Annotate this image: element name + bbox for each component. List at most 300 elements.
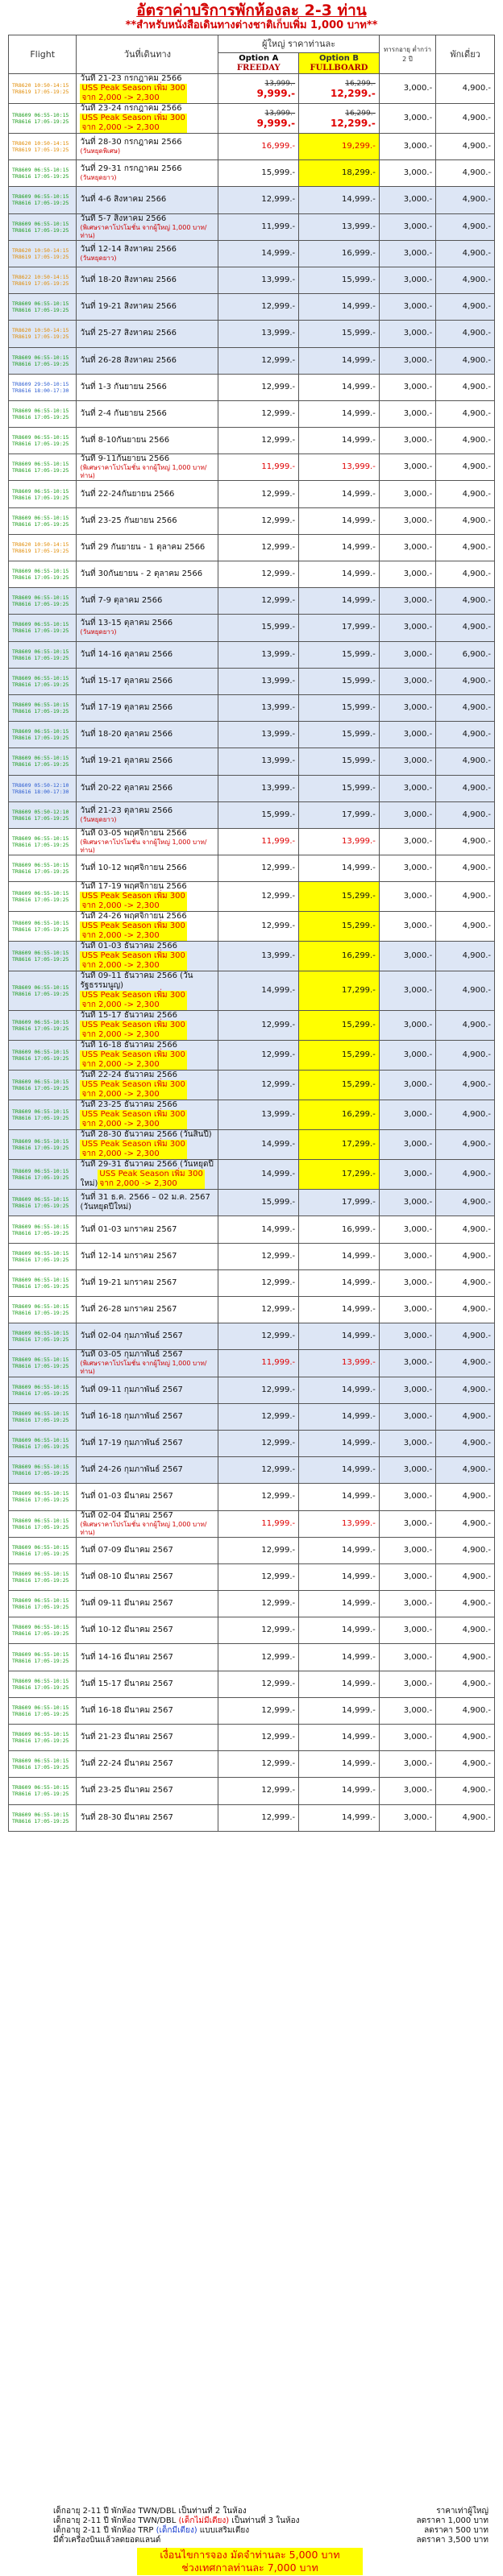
travel-cell <box>77 374 218 400</box>
price-infant: 3,000.- <box>379 1617 435 1644</box>
travel-cell <box>77 1804 218 1831</box>
travel-date: วันที่ 16-18 กุมภาพันธ์ 2567 <box>80 1411 183 1421</box>
price-infant: 3,000.- <box>379 294 435 321</box>
row-note: (พิเศษราคาโปรโมชั่น จากผู้ใหญ่ 1,000 บาท/ท่าน) <box>80 1520 207 1536</box>
flight-info: TR8609 06:55-10:15 TR8616 17:05-19:25 <box>9 1563 77 1590</box>
table-row <box>9 1778 495 1804</box>
price-option-a: 13,999.- 9,999.- <box>218 74 299 104</box>
price-option-b: 14,999.- <box>299 1804 380 1831</box>
table-row <box>9 1216 495 1243</box>
price-option-a: 11,999.- <box>218 213 299 240</box>
price-infant: 3,000.- <box>379 1457 435 1484</box>
flight-info: TR8609 06:55-10:15 TR8616 17:05-19:25 <box>9 1190 77 1216</box>
price-infant: 3,000.- <box>379 1671 435 1697</box>
price-option-a: 15,999.- <box>218 801 299 828</box>
travel-date: วันที่ 14-16 มีนาคม 2567 <box>80 1652 173 1662</box>
travel-date: วันที่ 10-12 พฤศจิกายน 2566 <box>80 863 187 873</box>
row-note: (พิเศษราคาโปรโมชั่น จากผู้ใหญ่ 1,000 บาท/ท่าน) <box>80 1360 207 1376</box>
price-option-a: 12,999.- <box>218 561 299 588</box>
table-row <box>9 1130 495 1160</box>
header-single: พักเดี่ยว <box>436 35 495 74</box>
table-row <box>9 400 495 427</box>
price-infant: 3,000.- <box>379 1190 435 1216</box>
table-row <box>9 1671 495 1697</box>
price-option-b: 14,999.- <box>299 534 380 561</box>
travel-date: วันที่ 07-09 มีนาคม 2567 <box>80 1545 173 1555</box>
price-single: 4,900.- <box>436 507 495 534</box>
travel-cell <box>77 855 218 882</box>
price-option-a: 11,999.- <box>218 1350 299 1377</box>
price-option-a: 14,999.- <box>218 240 299 267</box>
price-infant: 3,000.- <box>379 1804 435 1831</box>
table-row <box>9 561 495 588</box>
peak-season-note: USS Peak Season เพิ่ม 300 จาก 2,000 -> 2,300 <box>99 1170 203 1189</box>
table-row <box>9 1751 495 1778</box>
flight-info: TR8609 06:55-10:15 TR8616 17:05-19:25 <box>9 347 77 374</box>
table-row <box>9 1100 495 1130</box>
price-infant: 3,000.- <box>379 912 435 942</box>
price-option-a: 13,999.- <box>218 748 299 775</box>
price-infant: 3,000.- <box>379 481 435 507</box>
price-option-a: 15,999.- <box>218 615 299 641</box>
price-option-b: 16,299.- 12,299.- <box>299 104 380 134</box>
travel-cell <box>77 1323 218 1350</box>
price-option-b: 17,299.- <box>299 971 380 1011</box>
table-row <box>9 104 495 134</box>
price-option-b: 15,999.- <box>299 748 380 775</box>
flight-info: TR8609 06:55-10:15 TR8616 17:05-19:25 <box>9 828 77 855</box>
price-option-a: 12,999.- <box>218 1484 299 1510</box>
header-option-a: Option A FREEDAY <box>218 53 299 74</box>
travel-date: วันที่ 21-23 มีนาคม 2567 <box>80 1733 173 1742</box>
flight-info: TR8609 06:55-10:15 TR8616 17:05-19:25 <box>9 1430 77 1456</box>
price-rows <box>9 74 495 1832</box>
price-option-b: 16,299.- 12,299.- <box>299 74 380 104</box>
price-option-a: 14,999.- <box>218 1130 299 1160</box>
flight-info: TR8609 06:55-10:15 TR8616 17:05-19:25 <box>9 1071 77 1100</box>
price-option-b: 14,999.- <box>299 1778 380 1804</box>
price-option-a: 12,999.- <box>218 1041 299 1071</box>
table-row <box>9 428 495 454</box>
price-option-b: 13,999.- <box>299 1350 380 1377</box>
price-single: 4,900.- <box>436 1011 495 1041</box>
price-single: 4,900.- <box>436 1041 495 1071</box>
header-adult-price: ผู้ใหญ่ ราคาท่านละ <box>218 35 379 53</box>
price-table <box>8 35 495 1832</box>
price-option-a: 13,999.- <box>218 668 299 694</box>
travel-date: วันที่ 12-14 มกราคม 2567 <box>80 1251 177 1261</box>
price-option-b: 15,999.- <box>299 775 380 801</box>
travel-cell <box>77 668 218 694</box>
price-option-b: 14,999.- <box>299 1697 380 1724</box>
price-single: 4,900.- <box>436 775 495 801</box>
flight-info: TR8609 06:55-10:15 TR8616 17:05-19:25 <box>9 1323 77 1350</box>
price-single: 4,900.- <box>436 1323 495 1350</box>
price-option-b: 18,299.- <box>299 160 380 187</box>
travel-cell <box>77 1697 218 1724</box>
price-option-b: 14,999.- <box>299 1725 380 1751</box>
price-option-a: 12,999.- <box>218 347 299 374</box>
price-infant: 3,000.- <box>379 1563 435 1590</box>
price-option-a: 14,999.- <box>218 1160 299 1190</box>
price-option-b: 16,999.- <box>299 240 380 267</box>
peak-season-note: USS Peak Season เพิ่ม 300 จาก 2,000 -> 2,300 <box>81 1110 185 1129</box>
price-option-b: 17,299.- <box>299 1160 380 1190</box>
price-option-b: 19,299.- <box>299 134 380 160</box>
price-single: 4,900.- <box>436 561 495 588</box>
header-flight: Flight <box>9 35 77 74</box>
travel-date: วันที่ 8-10กันยายน 2566 <box>80 436 170 445</box>
price-option-b: 14,999.- <box>299 1269 380 1296</box>
flight-info: TR8609 06:55-10:15 TR8616 17:05-19:25 <box>9 160 77 187</box>
price-single: 4,900.- <box>436 1725 495 1751</box>
price-option-a: 13,999.- 9,999.- <box>218 104 299 134</box>
footer-line-land-only: มีตั๋วเครื่องบินแล้วลดยอดแลนด์ ลดราคา 3,500 บาท <box>53 2536 488 2545</box>
price-option-a: 12,999.- <box>218 1697 299 1724</box>
travel-date: วันที่ 03-05 พฤศจิกายน 2566 <box>80 828 187 838</box>
price-single: 6,900.- <box>436 641 495 668</box>
table-row <box>9 507 495 534</box>
table-row <box>9 294 495 321</box>
price-option-b: 17,999.- <box>299 615 380 641</box>
travel-date: วันที่ 26-28 มกราคม 2567 <box>80 1305 177 1315</box>
price-infant: 3,000.- <box>379 1041 435 1071</box>
price-single: 4,900.- <box>436 1457 495 1484</box>
travel-cell <box>77 912 218 942</box>
travel-date: วันที่ 30กันยายน - 2 ตุลาคม 2566 <box>80 569 203 579</box>
travel-date: วันที่ 1-3 กันยายน 2566 <box>80 382 167 391</box>
travel-cell <box>77 722 218 748</box>
price-option-b: 14,999.- <box>299 1403 380 1430</box>
flight-info: TR8620 10:50-14:15 TR8619 17:05-19:25 <box>9 134 77 160</box>
price-single: 4,900.- <box>436 1071 495 1100</box>
travel-cell <box>77 1644 218 1671</box>
travel-cell <box>77 1350 218 1377</box>
travel-date: วันที่ 28-30 กรกฎาคม 2566 <box>80 138 182 147</box>
flight-info: TR8609 06:55-10:15 TR8616 17:05-19:25 <box>9 1216 77 1243</box>
price-single: 4,900.- <box>436 1190 495 1216</box>
travel-date: วันที่ 14-16 ตุลาคม 2566 <box>80 649 173 659</box>
price-option-b: 15,299.- <box>299 1041 380 1071</box>
price-single: 4,900.- <box>436 534 495 561</box>
table-row <box>9 1243 495 1269</box>
travel-cell <box>77 507 218 534</box>
price-option-a: 13,999.- <box>218 775 299 801</box>
travel-date: วันที่ 23-25 มีนาคม 2567 <box>80 1786 173 1795</box>
price-option-b: 14,999.- <box>299 294 380 321</box>
travel-date: วันที่ 15-17 ตุลาคม 2566 <box>80 676 173 685</box>
flight-info: TR8609 06:55-10:15 TR8616 17:05-19:25 <box>9 1350 77 1377</box>
price-option-b: 15,299.- <box>299 1071 380 1100</box>
flight-info: TR8609 06:55-10:15 TR8616 17:05-19:25 <box>9 1100 77 1130</box>
table-row <box>9 801 495 828</box>
price-single: 4,900.- <box>436 294 495 321</box>
price-option-a: 12,999.- <box>218 534 299 561</box>
price-option-a: 12,999.- <box>218 1430 299 1456</box>
price-single: 4,900.- <box>436 971 495 1011</box>
flight-info: TR8620 10:50-14:15 TR8619 17:05-19:25 <box>9 74 77 104</box>
header-travel-date: วันที่เดินทาง <box>77 35 218 74</box>
flight-info: TR8609 06:55-10:15 TR8616 17:05-19:25 <box>9 187 77 213</box>
price-option-a: 12,999.- <box>218 588 299 615</box>
price-option-a: 12,999.- <box>218 1617 299 1644</box>
price-single: 4,900.- <box>436 454 495 481</box>
table-row <box>9 1537 495 1563</box>
price-option-b: 15,999.- <box>299 668 380 694</box>
travel-cell <box>77 615 218 641</box>
travel-date: วันที่ 29-31 กรกฎาคม 2566 <box>80 164 182 174</box>
price-single: 4,900.- <box>436 1778 495 1804</box>
travel-cell <box>77 1591 218 1617</box>
price-infant: 3,000.- <box>379 1403 435 1430</box>
travel-cell <box>77 160 218 187</box>
price-option-b: 13,999.- <box>299 1510 380 1537</box>
price-infant: 3,000.- <box>379 1011 435 1041</box>
price-single: 4,900.- <box>436 1617 495 1644</box>
travel-cell <box>77 213 218 240</box>
table-row <box>9 1804 495 1831</box>
price-single: 4,900.- <box>436 1377 495 1403</box>
price-single: 4,900.- <box>436 1216 495 1243</box>
table-row <box>9 1011 495 1041</box>
flight-info: TR8609 06:55-10:15 TR8616 17:05-19:25 <box>9 1804 77 1831</box>
price-option-b: 15,999.- <box>299 641 380 668</box>
table-row <box>9 1430 495 1456</box>
price-option-b: 14,999.- <box>299 1563 380 1590</box>
price-infant: 3,000.- <box>379 213 435 240</box>
flight-info: TR8609 06:55-10:15 TR8616 17:05-19:25 <box>9 1011 77 1041</box>
travel-cell <box>77 1269 218 1296</box>
travel-cell <box>77 187 218 213</box>
row-note: (วันหยุดยาว) <box>80 628 117 636</box>
price-single: 4,900.- <box>436 801 495 828</box>
price-infant: 3,000.- <box>379 454 435 481</box>
price-infant: 3,000.- <box>379 882 435 912</box>
price-single: 4,900.- <box>436 104 495 134</box>
page-subtitle: **สำหรับหนังสือเดินทางต่างชาติเก็บเพิ่ม 1,000 บาท** <box>125 19 378 31</box>
price-single: 4,900.- <box>436 1430 495 1456</box>
price-infant: 3,000.- <box>379 1510 435 1537</box>
travel-cell <box>77 1130 218 1160</box>
price-infant: 3,000.- <box>379 828 435 855</box>
table-row <box>9 134 495 160</box>
peak-season-note: USS Peak Season เพิ่ม 300 จาก 2,000 -> 2,300 <box>81 951 185 971</box>
travel-date: วันที่ 18-20 ตุลาคม 2566 <box>80 730 173 739</box>
travel-date: วันที่ 29 กันยายน - 1 ตุลาคม 2566 <box>80 542 206 552</box>
price-option-a: 12,999.- <box>218 912 299 942</box>
travel-date: วันที่ 01-03 ธันวาคม 2566 <box>80 942 177 951</box>
price-infant: 3,000.- <box>379 374 435 400</box>
table-row <box>9 74 495 104</box>
price-single: 4,900.- <box>436 213 495 240</box>
price-option-b: 16,299.- <box>299 1100 380 1130</box>
flight-info: TR8609 06:55-10:15 TR8616 17:05-19:25 <box>9 912 77 942</box>
price-option-b: 16,999.- <box>299 1216 380 1243</box>
flight-info: TR8609 06:55-10:15 TR8616 17:05-19:25 <box>9 641 77 668</box>
travel-cell <box>77 1377 218 1403</box>
flight-info: TR8609 06:55-10:15 TR8616 17:05-19:25 <box>9 615 77 641</box>
flight-info: TR8609 06:55-10:15 TR8616 17:05-19:25 <box>9 1457 77 1484</box>
flight-info: TR8609 06:55-10:15 TR8616 17:05-19:25 <box>9 1537 77 1563</box>
price-infant: 3,000.- <box>379 1269 435 1296</box>
price-option-a: 12,999.- <box>218 882 299 912</box>
table-row <box>9 374 495 400</box>
travel-date: วันที่ 31 ธ.ค. 2566 – 02 ม.ค. 2567 (วันหยุดปีใหม่) <box>80 1193 210 1212</box>
price-single: 4,900.- <box>436 74 495 104</box>
travel-cell <box>77 1671 218 1697</box>
flight-info: TR8609 06:55-10:15 TR8616 17:05-19:25 <box>9 1697 77 1724</box>
flight-info: TR8609 06:55-10:15 TR8616 17:05-19:25 <box>9 668 77 694</box>
price-option-b: 14,999.- <box>299 1591 380 1617</box>
travel-cell <box>77 400 218 427</box>
price-infant: 3,000.- <box>379 722 435 748</box>
price-infant: 3,000.- <box>379 588 435 615</box>
price-single: 4,900.- <box>436 694 495 721</box>
flight-info: TR8609 06:55-10:15 TR8616 17:05-19:25 <box>9 1591 77 1617</box>
flight-info: TR8609 06:55-10:15 TR8616 17:05-19:25 <box>9 213 77 240</box>
price-single: 4,900.- <box>436 1751 495 1778</box>
travel-cell <box>77 1011 218 1041</box>
travel-date: วันที่ 24-26 กุมภาพันธ์ 2567 <box>80 1465 183 1475</box>
price-single: 4,900.- <box>436 588 495 615</box>
price-single: 4,900.- <box>436 134 495 160</box>
travel-date: วันที่ 9-11กันยายน 2566 <box>80 454 170 464</box>
travel-cell <box>77 240 218 267</box>
table-row <box>9 347 495 374</box>
price-single: 4,900.- <box>436 240 495 267</box>
price-option-a: 12,999.- <box>218 1591 299 1617</box>
flight-info: TR8620 10:50-14:15 TR8619 17:05-19:25 <box>9 240 77 267</box>
price-infant: 3,000.- <box>379 615 435 641</box>
price-option-a: 15,999.- <box>218 1190 299 1216</box>
table-row <box>9 1591 495 1617</box>
travel-cell <box>77 481 218 507</box>
travel-cell <box>77 748 218 775</box>
price-option-b: 14,999.- <box>299 1243 380 1269</box>
travel-cell <box>77 74 218 104</box>
price-option-a: 14,999.- <box>218 971 299 1011</box>
price-infant: 3,000.- <box>379 1071 435 1100</box>
flight-info: TR8609 06:55-10:15 TR8616 17:05-19:25 <box>9 1243 77 1269</box>
header-option-b: Option B FULLBOARD <box>299 53 380 74</box>
price-option-b: 17,999.- <box>299 801 380 828</box>
price-single: 4,900.- <box>436 1269 495 1296</box>
peak-season-note: USS Peak Season เพิ่ม 300 จาก 2,000 -> 2,300 <box>81 1080 185 1100</box>
price-option-b: 14,999.- <box>299 1377 380 1403</box>
travel-cell <box>77 942 218 971</box>
flight-info: TR8609 06:55-10:15 TR8616 17:05-19:25 <box>9 454 77 481</box>
header-infant: ทารกอายุ ต่ำกว่า 2 ปี <box>379 35 435 74</box>
travel-cell <box>77 1071 218 1100</box>
peak-season-note: USS Peak Season เพิ่ม 300 จาก 2,000 -> 2,300 <box>81 84 185 102</box>
price-option-a: 12,999.- <box>218 1269 299 1296</box>
travel-date: วันที่ 16-18 ธันวาคม 2566 <box>80 1041 177 1050</box>
price-option-a: 12,999.- <box>218 294 299 321</box>
travel-cell <box>77 801 218 828</box>
travel-cell <box>77 267 218 293</box>
price-infant: 3,000.- <box>379 1430 435 1456</box>
price-option-a: 12,999.- <box>218 1297 299 1323</box>
page-title: อัตราค่าบริการพักห้องละ 2-3 ท่าน <box>136 2 367 19</box>
price-single: 4,900.- <box>436 1537 495 1563</box>
flight-info: TR8609 06:55-10:15 TR8616 17:05-19:25 <box>9 942 77 971</box>
row-note: (วันหยุดยาว) <box>80 815 117 823</box>
flight-info: TR8609 06:55-10:15 TR8616 17:05-19:25 <box>9 971 77 1011</box>
price-option-b: 14,999.- <box>299 561 380 588</box>
travel-cell <box>77 294 218 321</box>
price-infant: 3,000.- <box>379 267 435 293</box>
price-infant: 3,000.- <box>379 1751 435 1778</box>
travel-cell <box>77 561 218 588</box>
table-row <box>9 588 495 615</box>
price-single: 4,900.- <box>436 828 495 855</box>
price-option-b: 14,999.- <box>299 1537 380 1563</box>
table-row <box>9 1644 495 1671</box>
travel-date: วันที่ 17-19 กุมภาพันธ์ 2567 <box>80 1439 183 1448</box>
travel-cell <box>77 134 218 160</box>
price-option-b: 13,999.- <box>299 213 380 240</box>
price-option-b: 15,999.- <box>299 321 380 347</box>
table-row <box>9 722 495 748</box>
flight-info: TR8609 06:55-10:15 TR8616 17:05-19:25 <box>9 1751 77 1778</box>
flight-info: TR8609 06:55-10:15 TR8616 17:05-19:25 <box>9 1403 77 1430</box>
travel-date: วันที่ 22-24กันยายน 2566 <box>80 489 175 499</box>
price-infant: 3,000.- <box>379 971 435 1011</box>
deposit-condition: เงื่อนไขการจอง มัดจำท่านละ 5,000 บาท <box>160 2549 340 2561</box>
table-row <box>9 213 495 240</box>
festival-deposit-condition: ช่วงเทศกาลท่านละ 7,000 บาท <box>181 2562 318 2574</box>
table-row <box>9 828 495 855</box>
travel-date: วันที่ 23-25 กันยายน 2566 <box>80 516 177 525</box>
flight-info: TR8609 06:55-10:15 TR8616 17:05-19:25 <box>9 400 77 427</box>
table-row <box>9 882 495 912</box>
price-infant: 3,000.- <box>379 534 435 561</box>
price-single: 4,900.- <box>436 481 495 507</box>
price-single: 4,900.- <box>436 882 495 912</box>
table-row <box>9 240 495 267</box>
footer-line-child-2nd: เด็กอายุ 2-11 ปี พักห้อง TWN/DBL เป็นท่านที่ 2 ในห้อง ราคาเท่าผู้ใหญ่ <box>53 2507 488 2516</box>
price-infant: 3,000.- <box>379 561 435 588</box>
travel-date: วันที่ 2-4 กันยายน 2566 <box>80 408 167 418</box>
price-option-a: 13,999.- <box>218 942 299 971</box>
price-option-b: 14,999.- <box>299 1617 380 1644</box>
price-single: 4,900.- <box>436 1160 495 1190</box>
flight-info: TR8609 06:55-10:15 TR8616 17:05-19:25 <box>9 588 77 615</box>
table-row <box>9 855 495 882</box>
flight-info: TR8609 29:50-10:15 TR8616 18:00-17:30 <box>9 374 77 400</box>
flight-info: TR8609 06:55-10:15 TR8616 17:05-19:25 <box>9 481 77 507</box>
price-option-b: 16,299.- <box>299 942 380 971</box>
table-row <box>9 1350 495 1377</box>
travel-date: วันที่ 03-05 กุมภาพันธ์ 2567 <box>80 1350 183 1360</box>
table-row <box>9 267 495 293</box>
travel-cell <box>77 828 218 855</box>
flight-info: TR8609 06:55-10:15 TR8616 17:05-19:25 <box>9 1297 77 1323</box>
price-option-b: 14,999.- <box>299 374 380 400</box>
price-option-b: 15,999.- <box>299 267 380 293</box>
price-infant: 3,000.- <box>379 668 435 694</box>
price-option-a: 12,999.- <box>218 855 299 882</box>
table-row <box>9 1484 495 1510</box>
travel-cell <box>77 588 218 615</box>
price-infant: 3,000.- <box>379 1216 435 1243</box>
price-option-b: 17,299.- <box>299 1130 380 1160</box>
travel-date: วันที่ 09-11 กุมภาพันธ์ 2567 <box>80 1385 183 1394</box>
price-option-b: 13,999.- <box>299 454 380 481</box>
price-option-a: 13,999.- <box>218 641 299 668</box>
flight-info: TR8609 05:50-12:10 TR8616 18:00-17:30 <box>9 775 77 801</box>
travel-cell <box>77 321 218 347</box>
